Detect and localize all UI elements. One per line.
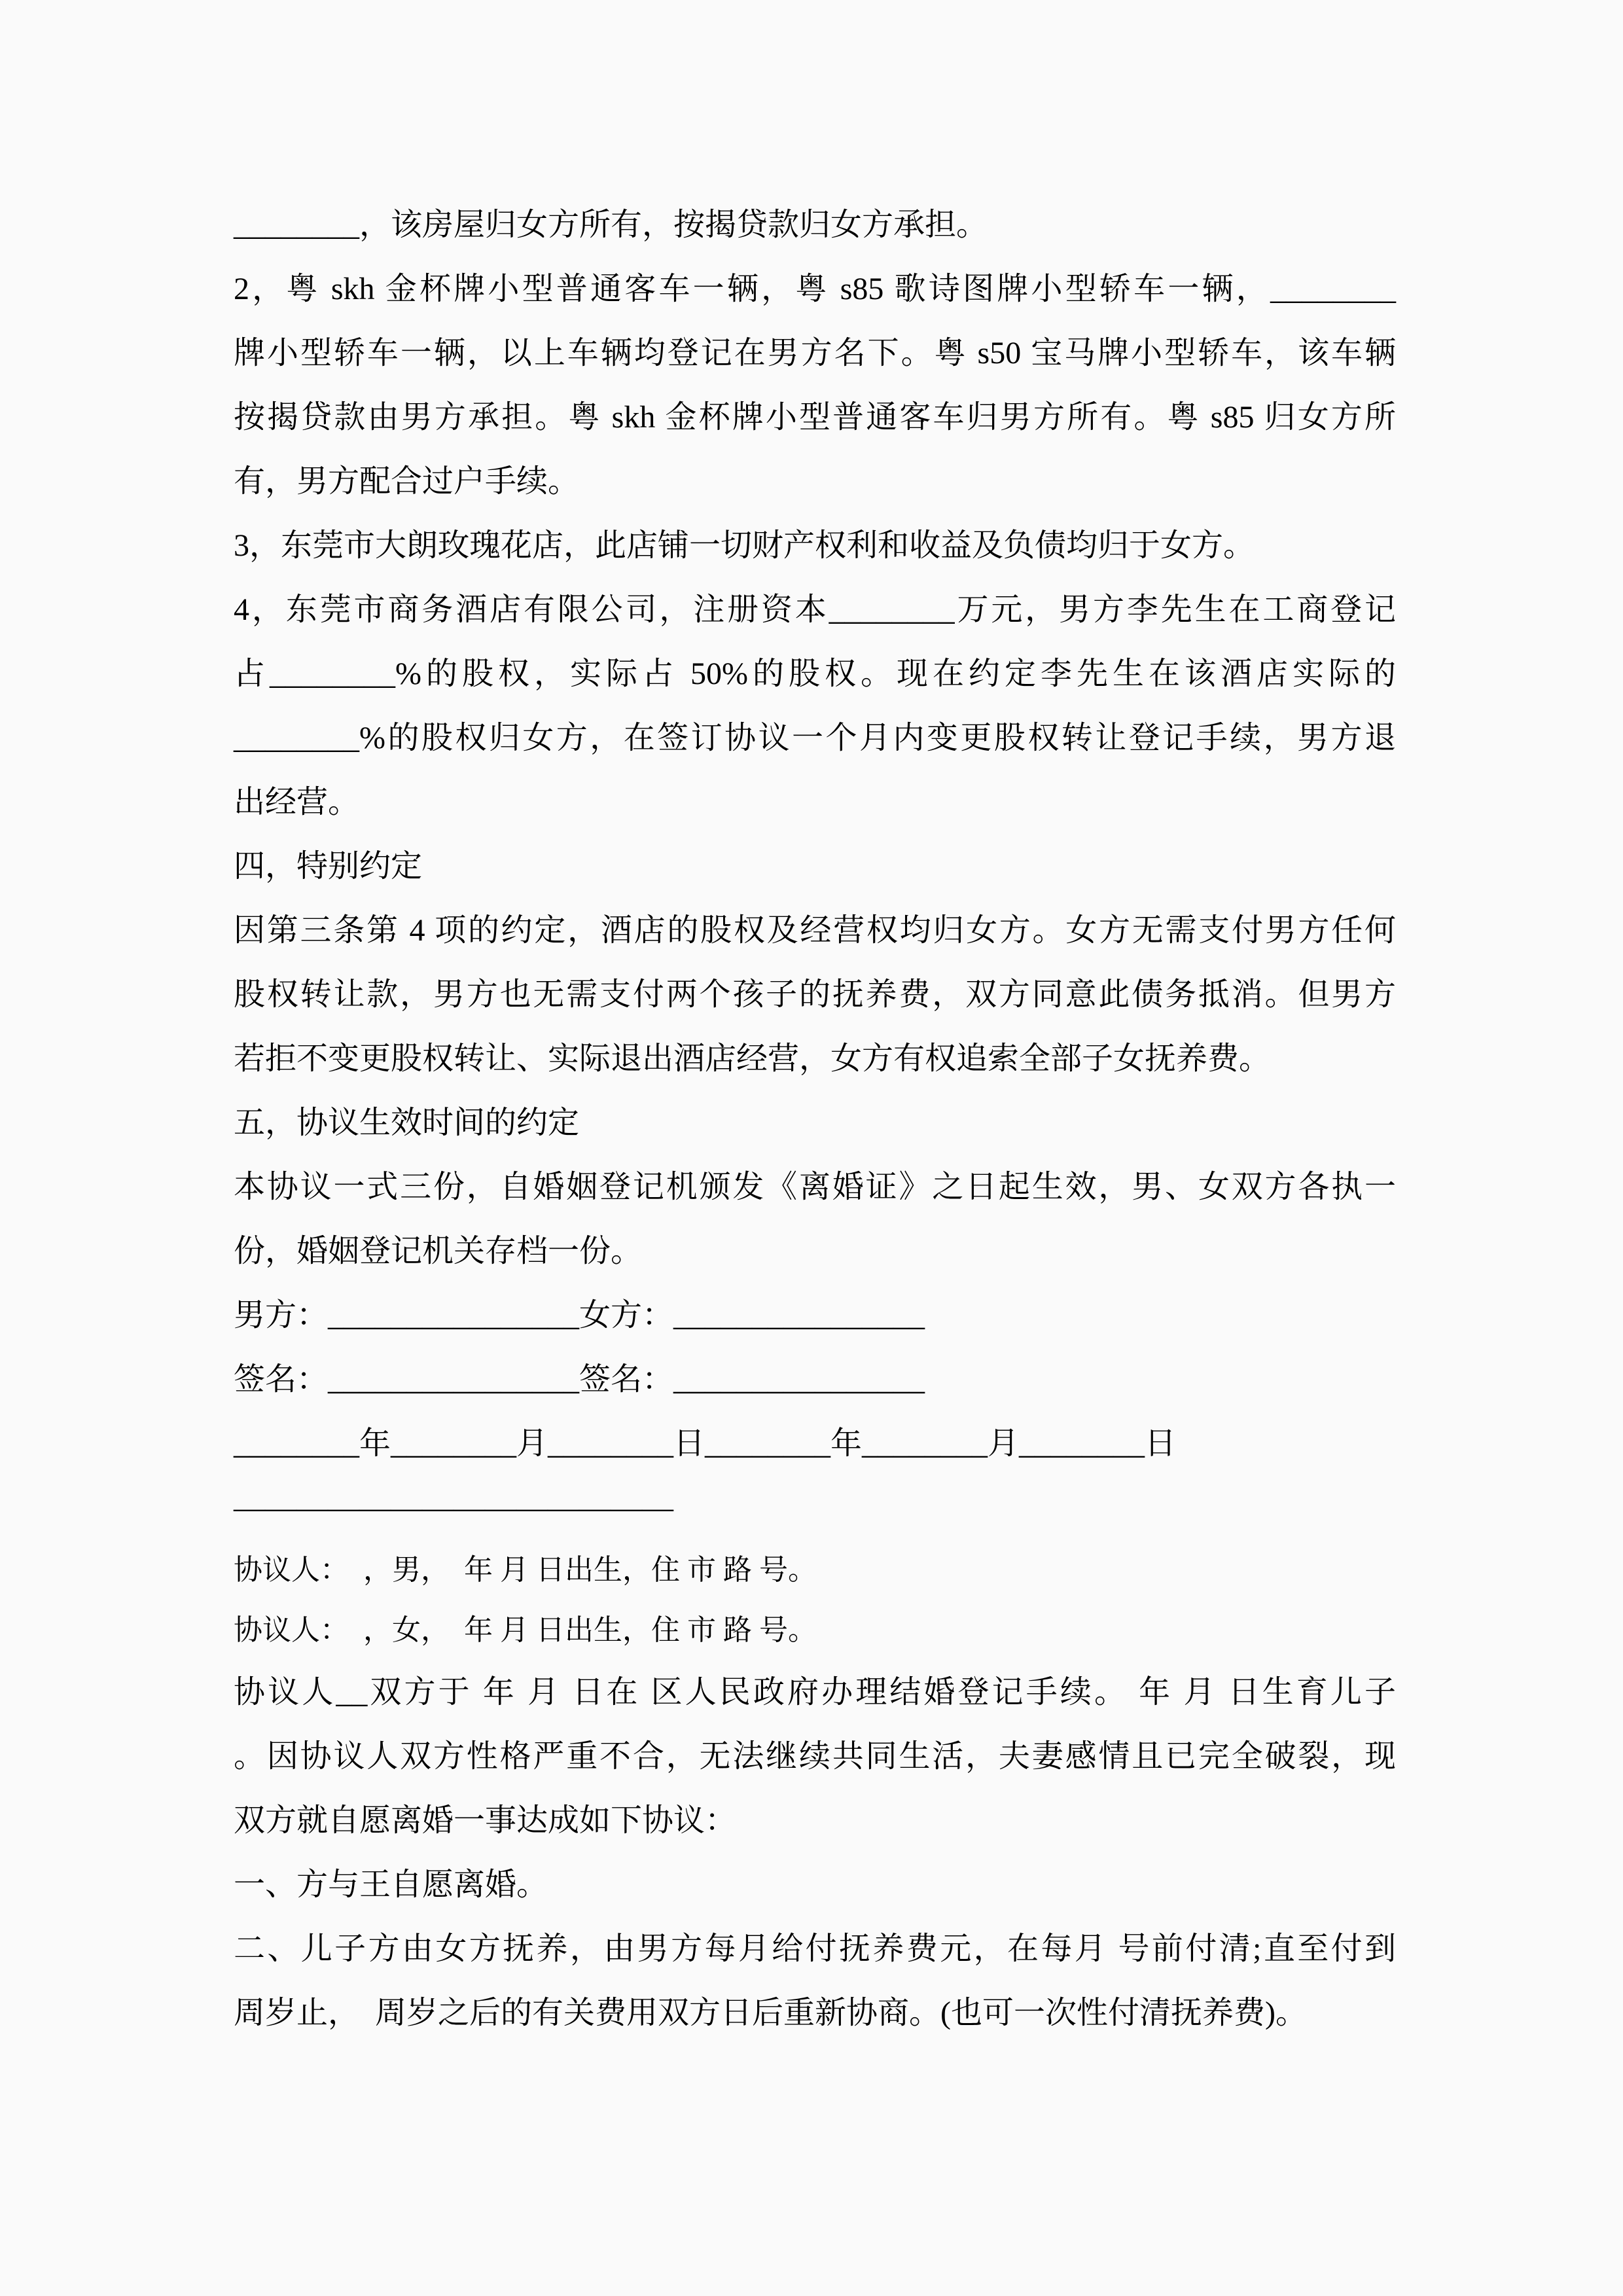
- document-line: ________年________月________日________年________月________日: [234, 1426, 1177, 1461]
- document-line: 4，东莞市商务酒店有限公司，注册资本________万元，男方李先生在工商登记: [234, 592, 1396, 627]
- document-line: 份，婚姻登记机关存档一份。: [234, 1234, 643, 1268]
- document-line: 3，东莞市大朗玫瑰花店，此店铺一切财产权利和收益及负债均归于女方。: [234, 528, 1255, 563]
- document-line: ________%的股权归女方，在签订协议一个月内变更股权转让登记手续，男方退: [234, 721, 1396, 755]
- document-line: 男方：________________女方：________________: [234, 1298, 925, 1333]
- document-line: 双方就自愿离婚一事达成如下协议：: [234, 1803, 737, 1838]
- document-line: 签名：________________签名：________________: [234, 1362, 925, 1397]
- document-line: 出经营。: [234, 785, 360, 819]
- document-line: 五，协议生效时间的约定: [234, 1105, 580, 1140]
- document-line: 有，男方配合过户手续。: [234, 464, 580, 499]
- document-line: 周岁止， 周岁之后的有关费用双方日后重新协商。(也可一次性付清抚养费)。: [234, 1996, 1307, 2030]
- document-line: 一、方与王自愿离婚。: [234, 1867, 548, 1902]
- document-line: 因第三条第 4 项的约定，酒店的股权及经营权均归女方。女方无需支付男方任何: [234, 913, 1396, 948]
- document-line: 占________%的股权，实际占 50%的股权。现在约定李先生在该酒店实际的: [234, 656, 1396, 691]
- document-line: 牌小型轿车一辆，以上车辆均登记在男方名下。粤 s50 宝马牌小型轿车，该车辆: [234, 336, 1396, 370]
- document-line: 按揭贷款由男方承担。粤 skh 金杯牌小型普通客车归男方所有。粤 s85 归女方所: [234, 400, 1396, 435]
- document-line: 协议人__双方于 年 月 日在 区人民政府办理结婚登记手续。 年 月 日生育儿子: [234, 1675, 1396, 1710]
- document-line: 本协议一式三份，自婚姻登记机颁发《离婚证》之日起生效，男、女双方各执一: [234, 1170, 1396, 1204]
- document-line: 2，粤 skh 金杯牌小型普通客车一辆，粤 s85 歌诗图牌小型轿车一辆，________: [234, 272, 1396, 306]
- document-line: 二、儿子方由女方抚养，由男方每月给付抚养费元，在每月 号前付清;直至付到: [234, 1931, 1396, 1966]
- document-line: 。因协议人双方性格严重不合，无法继续共同生活，夫妻感情且已完全破裂，现: [234, 1739, 1396, 1774]
- document-line: 若拒不变更股权转让、实际退出酒店经营，女方有权追索全部子女抚养费。: [234, 1041, 1271, 1076]
- document-line: 股权转让款，男方也无需支付两个孩子的抚养费，双方同意此债务抵消。但男方: [234, 977, 1396, 1012]
- document-line: ——————————————: [234, 1490, 673, 1525]
- document-line: 协议人： ，女， 年 月 日出生，住 市 路 号。: [234, 1614, 817, 1646]
- document-line: ________，该房屋归女方所有，按揭贷款归女方承担。: [234, 207, 988, 242]
- document-line: 协议人： ，男， 年 月 日出生，住 市 路 号。: [234, 1554, 817, 1586]
- document-body: [234, 193, 1396, 2045]
- document-line: 四，特别约定: [234, 849, 423, 884]
